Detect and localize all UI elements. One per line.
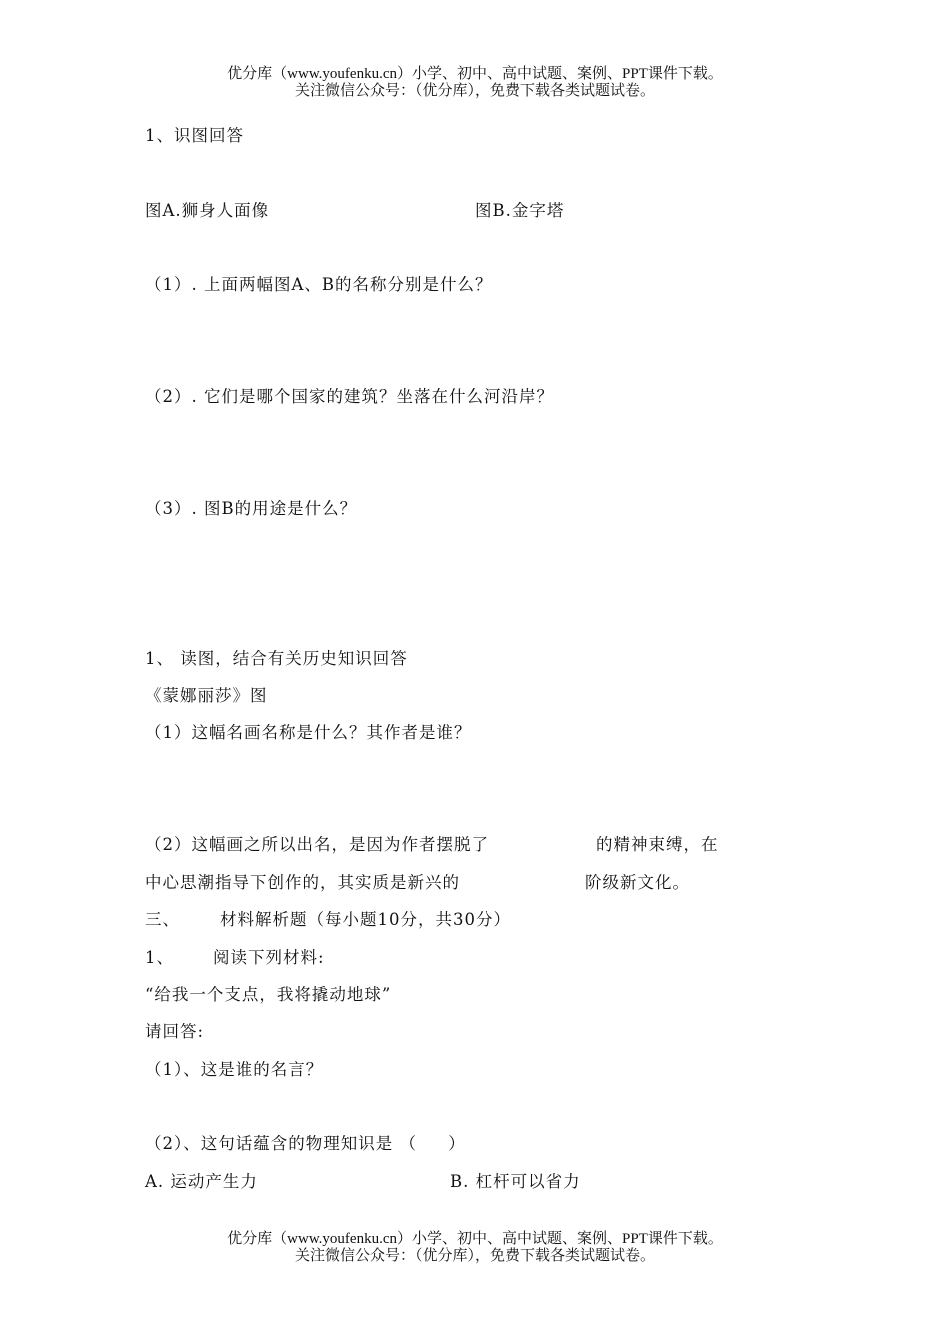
q3-option-a: A. 运动产生力 [145, 1172, 258, 1191]
header-line-1: 优分库（www.youfenku.cn）小学、初中、高中试题、案例、PPT课件下载。 [227, 66, 723, 82]
q1-sub-3: （3）. 图B的用途是什么？ [145, 499, 358, 518]
header-line-2: 关注微信公众号：（优分库），免费下载各类试题试卷。 [294, 83, 655, 99]
q3-title: 阅读下列材料: [213, 948, 325, 967]
q2-sub-2-part1: （2）这幅画之所以出名，是因为作者摆脱了 [145, 835, 489, 854]
figure-a-caption: 图A.狮身人面像 [145, 201, 270, 220]
q3-option-b: B. 杠杆可以省力 [450, 1172, 581, 1191]
q3-sub-1: （1）、这是谁的名言？ [145, 1060, 324, 1079]
q2-sub-2-line2-part1: 中心思潮指导下创作的，其实质是新兴的 [145, 873, 460, 892]
page-header [0, 66, 950, 100]
q2-sub-2-part2: 的精神束缚，在 [596, 835, 719, 854]
section3-number: 三、 [145, 910, 180, 929]
footer-line-2: 关注微信公众号：（优分库），免费下载各类试题试卷。 [294, 1248, 655, 1264]
q1-title: 1、识图回答 [145, 126, 244, 145]
figure-b-caption: 图B.金字塔 [475, 201, 565, 220]
q1-sub-1: （1）. 上面两幅图A、B的名称分别是什么？ [145, 275, 493, 294]
page-footer [0, 1231, 950, 1265]
q2-caption: 《蒙娜丽莎》图 [145, 686, 268, 705]
q3-prompt: 请回答: [145, 1022, 205, 1041]
section3-title: 材料解析题（每小题10分，共30分） [220, 910, 511, 929]
q1-sub-2: （2）. 它们是哪个国家的建筑？坐落在什么河沿岸？ [145, 387, 554, 406]
q3-number: 1、 [145, 948, 174, 967]
q2-sub-2-line2-part2: 阶级新文化。 [585, 873, 690, 892]
footer-line-1: 优分库（www.youfenku.cn）小学、初中、高中试题、案例、PPT课件下载。 [227, 1231, 723, 1247]
q3-quote: “给我一个支点，我将撬动地球” [145, 985, 392, 1004]
q2-title: 1、 读图，结合有关历史知识回答 [145, 649, 408, 668]
q2-sub-1: （1）这幅名画名称是什么？其作者是谁？ [145, 723, 472, 742]
q3-sub-2: （2）、这句话蕴含的物理知识是 （ ） [145, 1134, 466, 1153]
